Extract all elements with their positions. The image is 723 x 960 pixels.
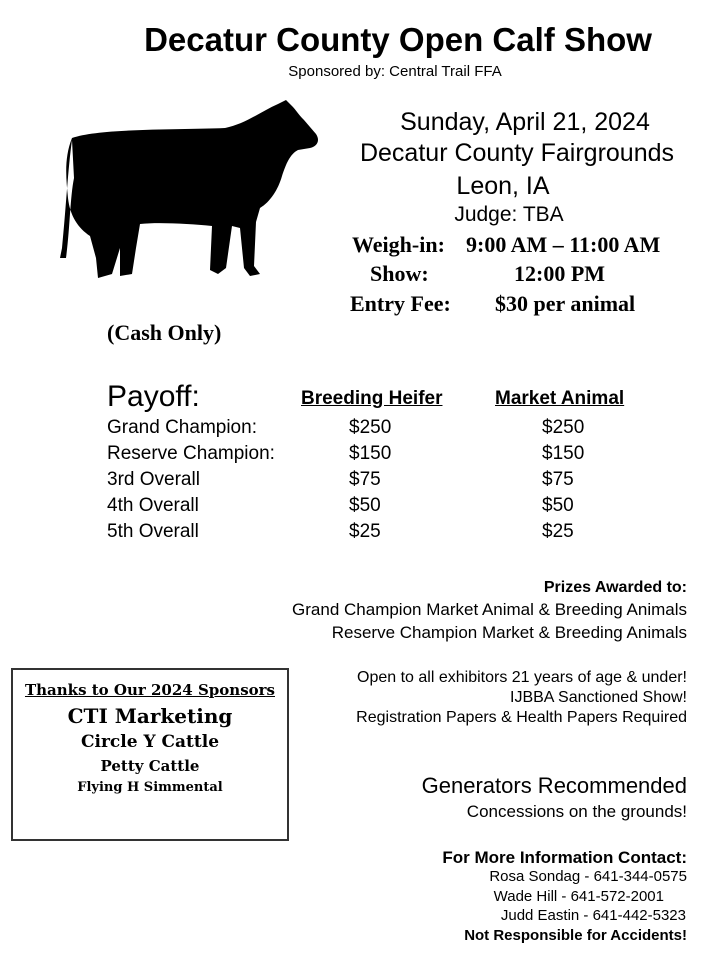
generators-note: Generators Recommended [421,773,687,798]
header-breeding-heifer: Breeding Heifer [301,388,443,409]
disclaimer: Not Responsible for Accidents! [464,927,687,944]
payoff-market: $50 [542,495,574,516]
payoff-place: 3rd Overall [107,469,200,490]
entry-fee-label: Entry Fee: [350,291,451,316]
prizes-title: Prizes Awarded to: [543,579,687,596]
payoff-market: $150 [542,443,585,464]
payoff-heifer: $50 [349,495,381,516]
rule-line: IJBBA Sanctioned Show! [510,689,687,706]
cow-silhouette-icon [60,98,325,290]
show-time: 12:00 PM [514,261,606,286]
flyer-title: Decatur County Open Calf Show [144,21,652,58]
payoff-place: 4th Overall [107,495,199,516]
rule-line: Open to all exhibitors 21 years of age & under! [357,669,687,686]
sponsor-name: Flying H Simmental [77,780,223,795]
sponsors-title: Thanks to Our 2024 Sponsors [24,681,275,699]
event-date: Sunday, April 21, 2024 [400,108,650,136]
rule-line: Registration Papers & Health Papers Required [356,709,687,726]
payoff-market: $25 [542,521,574,542]
payoff-heifer: $25 [349,521,381,542]
payoff-market: $250 [542,417,585,438]
contact-title: For More Information Contact: [442,848,687,867]
payoff-place: Reserve Champion: [107,443,275,464]
payoff-place: 5th Overall [107,521,199,542]
payoff-place: Grand Champion: [107,417,257,438]
contact-person: Rosa Sondag - 641-344-0575 [489,868,687,885]
payoff-heifer: $150 [349,443,392,464]
event-judge: Judge: TBA [454,203,564,226]
event-venue: Decatur County Fairgrounds [359,139,675,167]
show-label: Show: [370,261,429,286]
prize-line: Reserve Champion Market & Breeding Animals [331,623,687,642]
entry-fee-value: $30 per animal [495,291,636,316]
contact-person: Judd Eastin - 641-442-5323 [500,907,686,924]
sponsor-name: Petty Cattle [100,757,200,775]
contact-person: Wade Hill - 641-572-2001 [493,888,664,905]
header-market-animal: Market Animal [495,388,625,409]
weigh-in-label: Weigh-in: [352,232,445,257]
payoff-heifer: $75 [349,469,381,490]
payoff-title: Payoff: [107,380,200,413]
prize-line: Grand Champion Market Animal & Breeding Animals [292,600,687,619]
sponsor-name: CTI Marketing [67,704,233,728]
cash-only-note: (Cash Only) [107,320,222,345]
event-city: Leon, IA [456,172,550,200]
sponsor-name: Circle Y Cattle [80,732,220,752]
concessions-note: Concessions on the grounds! [466,802,687,821]
payoff-heifer: $250 [349,417,392,438]
payoff-market: $75 [542,469,574,490]
sponsors-box [11,668,289,841]
weigh-in-time: 9:00 AM – 11:00 AM [466,232,661,257]
sponsored-by: Sponsored by: Central Trail FFA [288,63,502,80]
